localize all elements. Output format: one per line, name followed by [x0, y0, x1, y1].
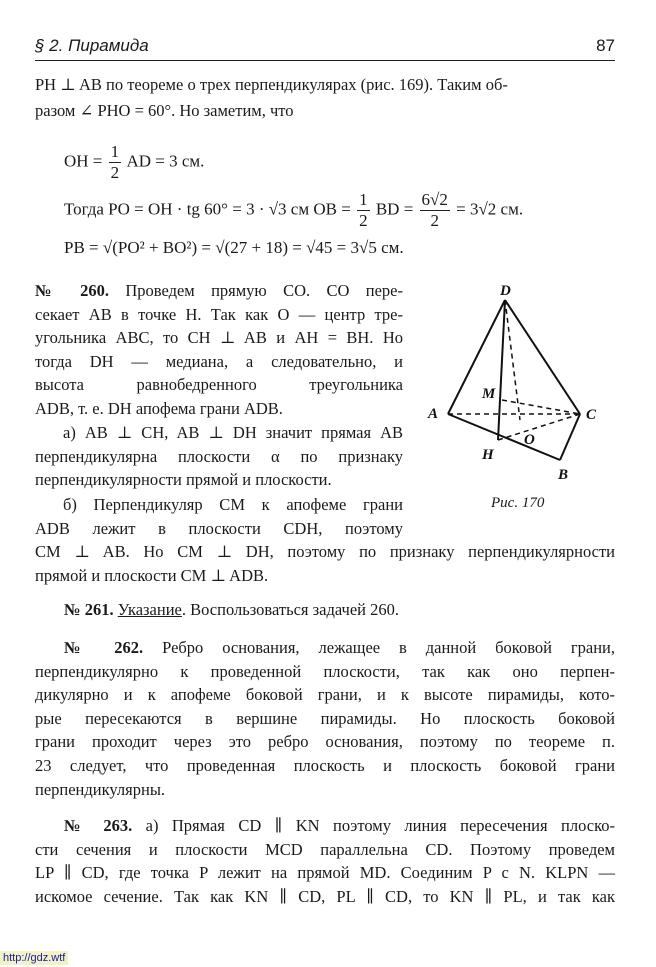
label-a: A	[428, 406, 439, 422]
source-link[interactable]: http://gdz.wtf	[0, 951, 68, 965]
po-end: = 3√2 см.	[456, 199, 524, 219]
p260b-line: CM ⊥ AB. Но CM ⊥ DH, поэтому по признаку перпендикулярности	[35, 542, 615, 561]
intro-line-1: PH ⊥ AB по теореме о трех перпендикулярах (рис. 169). Таким об-	[35, 75, 508, 94]
p262-line: грани проходит через это ребро основания, поэтому по теореме п.	[35, 732, 615, 752]
label-d: D	[500, 283, 511, 299]
po-frac2-num: 6√2	[421, 190, 448, 209]
hint-label: Указание	[117, 600, 182, 619]
edge-bc	[560, 414, 580, 460]
p260a-line: перпендикулярности прямой и плоскости.	[35, 470, 332, 490]
oh-lhs: OH =	[64, 151, 103, 171]
problem-260-part-b-cont	[35, 540, 615, 587]
p262-line: 23 следует, что проведенная плоскость и плоскость боковой грани	[35, 755, 615, 775]
label-b: B	[558, 467, 569, 483]
problem-263-number: № 263.	[64, 816, 133, 835]
po-fraction-2	[420, 190, 450, 231]
edge-da	[448, 300, 505, 414]
oh-fraction	[109, 142, 122, 183]
p260-line: секает AB в точке H. Так как O — центр тре-	[35, 304, 403, 324]
page-header	[35, 34, 615, 61]
edge-dc	[505, 300, 580, 414]
p260-line: угольника ABC, то CH ⊥ AB и AH = BH. Но	[35, 328, 403, 348]
label-h: H	[482, 447, 494, 463]
p263-line: сти сечения и плоскости MCD параллельна CD. Поэтому проведем	[35, 839, 615, 859]
p262-line: перпендикулярно к проведенной плоскости, так как оно перпен-	[35, 661, 615, 681]
problem-260	[35, 279, 403, 421]
p261-text: . Воспользоваться задачей 260.	[181, 600, 400, 619]
problem-260-number: № 260.	[35, 281, 110, 300]
formula-po	[64, 190, 523, 231]
oh-den: 2	[110, 163, 120, 182]
po-fraction-1	[357, 190, 370, 231]
p263-line: а) Прямая CD ∥ KN поэтому линия пересечения плоско-	[132, 816, 615, 835]
p262-line: перпендикулярны.	[35, 779, 166, 799]
pyramid-figure	[420, 280, 620, 490]
page-number: 87	[596, 36, 615, 55]
p262-line: рые пересекаются в вершине пирамиды. Но плоскость боковой	[35, 708, 615, 728]
p260-line: высота равнобедренного треугольника	[35, 375, 403, 395]
oh-rhs: AD = 3 см.	[126, 151, 205, 171]
problem-263	[35, 814, 615, 908]
po-frac-num: 1	[359, 190, 368, 209]
problem-262-number: № 262.	[64, 638, 144, 657]
label-c: C	[586, 407, 597, 423]
oh-num: 1	[110, 142, 120, 161]
p263-line: LP ∥ CD, где точка P лежит на прямой MD. Соединим P с N. KLPN —	[35, 863, 615, 883]
p260-line: тогда DH — медиана, а следовательно, и	[35, 351, 403, 371]
po-frac-den: 2	[359, 211, 368, 230]
po-frac2-den: 2	[430, 211, 439, 230]
formula-pb: PB = √(PO² + BO²) = √(27 + 18) = √45 = 3√5 см.	[64, 238, 404, 257]
p262-line: Ребро основания, лежащее в данной боковой грани,	[143, 638, 615, 657]
line-mc	[502, 400, 580, 414]
edge-ab	[448, 414, 560, 460]
problem-261-number: № 261.	[64, 600, 114, 619]
formula-oh	[64, 142, 204, 183]
edge-db	[498, 300, 505, 440]
p263-line: искомое сечение. Так как KN ∥ CD, PL ∥ CD, то KN ∥ PL, и так как	[35, 886, 615, 906]
p260-line: ADB, т. е. DH апофема грани ADB.	[35, 398, 283, 418]
po-start: Тогда PO = OH · tg 60° = 3 · √3 см OB =	[64, 199, 351, 219]
po-mid: BD =	[375, 199, 414, 219]
label-m: M	[482, 386, 496, 402]
p260b-line: б) Перпендикуляр CM к апофеме грани	[63, 495, 403, 514]
label-o: O	[524, 432, 535, 448]
figure-caption: Рис. 170	[491, 495, 545, 511]
p260a-line: а) AB ⊥ CH, AB ⊥ DH значит прямая AB	[63, 423, 403, 442]
p260a-line: перпендикулярна плоскости α по признаку	[35, 446, 403, 466]
intro-line-2: разом ∠ PHO = 60°. Но заметим, что	[35, 101, 294, 120]
line-hc	[498, 414, 580, 440]
problem-260-part-a	[35, 421, 403, 492]
problem-260-part-b	[35, 493, 403, 540]
p260b-line: ADB лежит в плоскости CDH, поэтому	[35, 518, 403, 538]
p260-line: Проведем прямую CO. CO пере-	[109, 281, 403, 300]
problem-261	[64, 598, 399, 621]
p262-line: дикулярно и к апофеме боковой грани, и к высоте пирамиды, кото-	[35, 685, 615, 705]
problem-262	[35, 636, 615, 801]
section-title: § 2. Пирамида	[35, 36, 149, 55]
p260b-line: прямой и плоскости CM ⊥ ADB.	[35, 565, 269, 585]
